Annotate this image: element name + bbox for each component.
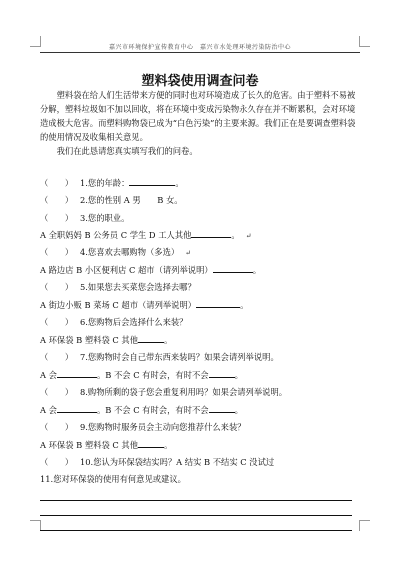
reuse-blank[interactable] <box>57 403 97 413</box>
question-11: 11.您对环保袋的使用有何意见或建议。 <box>40 474 186 484</box>
answer-paren[interactable]: （ ） <box>40 213 74 223</box>
answer-paren[interactable]: （ ） <box>40 195 74 205</box>
own-bag-blank[interactable] <box>57 368 97 378</box>
age-blank[interactable] <box>129 176 175 186</box>
question-4: （ ） 4.您喜欢去哪购物（多选） ↵ <box>40 247 192 257</box>
return-mark-icon: ↵ <box>185 249 192 257</box>
bag-other-blank[interactable] <box>138 333 164 343</box>
intro-text <box>40 88 362 158</box>
occupation-blank[interactable] <box>191 228 231 238</box>
return-mark-icon: ↵ <box>245 232 252 240</box>
question-6-options: A 环保袋 B 塑料袋 C 其他 。 <box>40 335 173 345</box>
answer-paren[interactable]: （ ） <box>40 352 74 362</box>
question-1: （ ） 1.您的年龄： 。 <box>40 178 184 188</box>
answer-line[interactable] <box>40 530 352 531</box>
answer-paren[interactable]: （ ） <box>40 317 74 327</box>
intro-paragraph: 塑料袋在给人们生活带来方便的同时也对环境造成了长久的危害。由于塑料不易被分解，塑料垃圾如不加以回收，将在环境中变成污染物永久存在并不断累积，会对环境造成极大危害。而塑料购物袋已成为“白色污染”的主要来源。我们正在是要调查塑料袋的使用情况及收集相关意见。 <box>40 90 356 142</box>
recommend-other-blank[interactable] <box>138 438 164 448</box>
page-title: 塑料袋使用调查问卷 <box>141 74 259 89</box>
question-3-options: A 全职妈妈 B 公务员 C 学生 D 工人其他 。 ↵ <box>40 230 252 240</box>
question-5-options: A 街边小贩 B 菜场 C 超市（请列举说明） 。 <box>40 300 249 310</box>
reuse-sometimes-blank[interactable] <box>209 403 235 413</box>
question-4-options: A 路边店 B 小区便利店 C 超市（请列举说明） 。 <box>40 265 261 275</box>
question-3: （ ） 3.您的职业。 <box>40 213 130 223</box>
question-5: （ ） 5.如果您去买菜您会选择去哪？ <box>40 282 196 292</box>
answer-paren[interactable]: （ ） <box>40 178 74 188</box>
question-9-options: A 环保袋 B 塑料袋 C 其他 。 <box>40 440 173 450</box>
answer-line[interactable] <box>40 500 352 501</box>
question-6: （ ） 6.您购物后会选择什么来装？ <box>40 317 188 327</box>
answer-paren[interactable]: （ ） <box>40 422 74 432</box>
intro-request: 我们在此恳请您真实填写我们的问卷。 <box>56 146 198 156</box>
market-blank[interactable] <box>196 298 240 308</box>
answer-paren[interactable]: （ ） <box>40 282 74 292</box>
header-rule <box>40 52 360 53</box>
answer-line[interactable] <box>40 515 352 516</box>
answer-paren[interactable]: （ ） <box>40 247 74 257</box>
question-10: （ ） 10.您认为环保袋结实吗？A 结实 B 不结实 C 没试过 <box>40 457 275 467</box>
question-7: （ ） 7.您购物时会自己带东西来装吗？如果会请列举说明。 <box>40 352 279 362</box>
answer-paren[interactable]: （ ） <box>40 387 74 397</box>
question-9: （ ） 9.您购物时服务员会主动向您推荐什么来装？ <box>40 422 246 432</box>
shop-blank[interactable] <box>213 263 253 273</box>
question-7-options: A 会 。B 不会 C 有时会，有时不会 。 <box>40 370 243 380</box>
answer-paren[interactable]: （ ） <box>40 457 74 467</box>
own-bag-sometimes-blank[interactable] <box>209 368 235 378</box>
page-header: 嘉兴市环境保护宣传教育中心 嘉兴市水处理环境污染防治中心 <box>108 44 291 51</box>
question-8: （ ） 8.购物所剩的袋子您会重复利用吗？如果会请列举说明。 <box>40 387 288 397</box>
question-8-options: A 会 。B 不会 C 有时会，有时不会 。 <box>40 405 243 415</box>
crop-mark-bottom-right <box>359 520 370 531</box>
question-2: （ ） 2.您的性别 A 男 B 女。 <box>40 195 183 205</box>
